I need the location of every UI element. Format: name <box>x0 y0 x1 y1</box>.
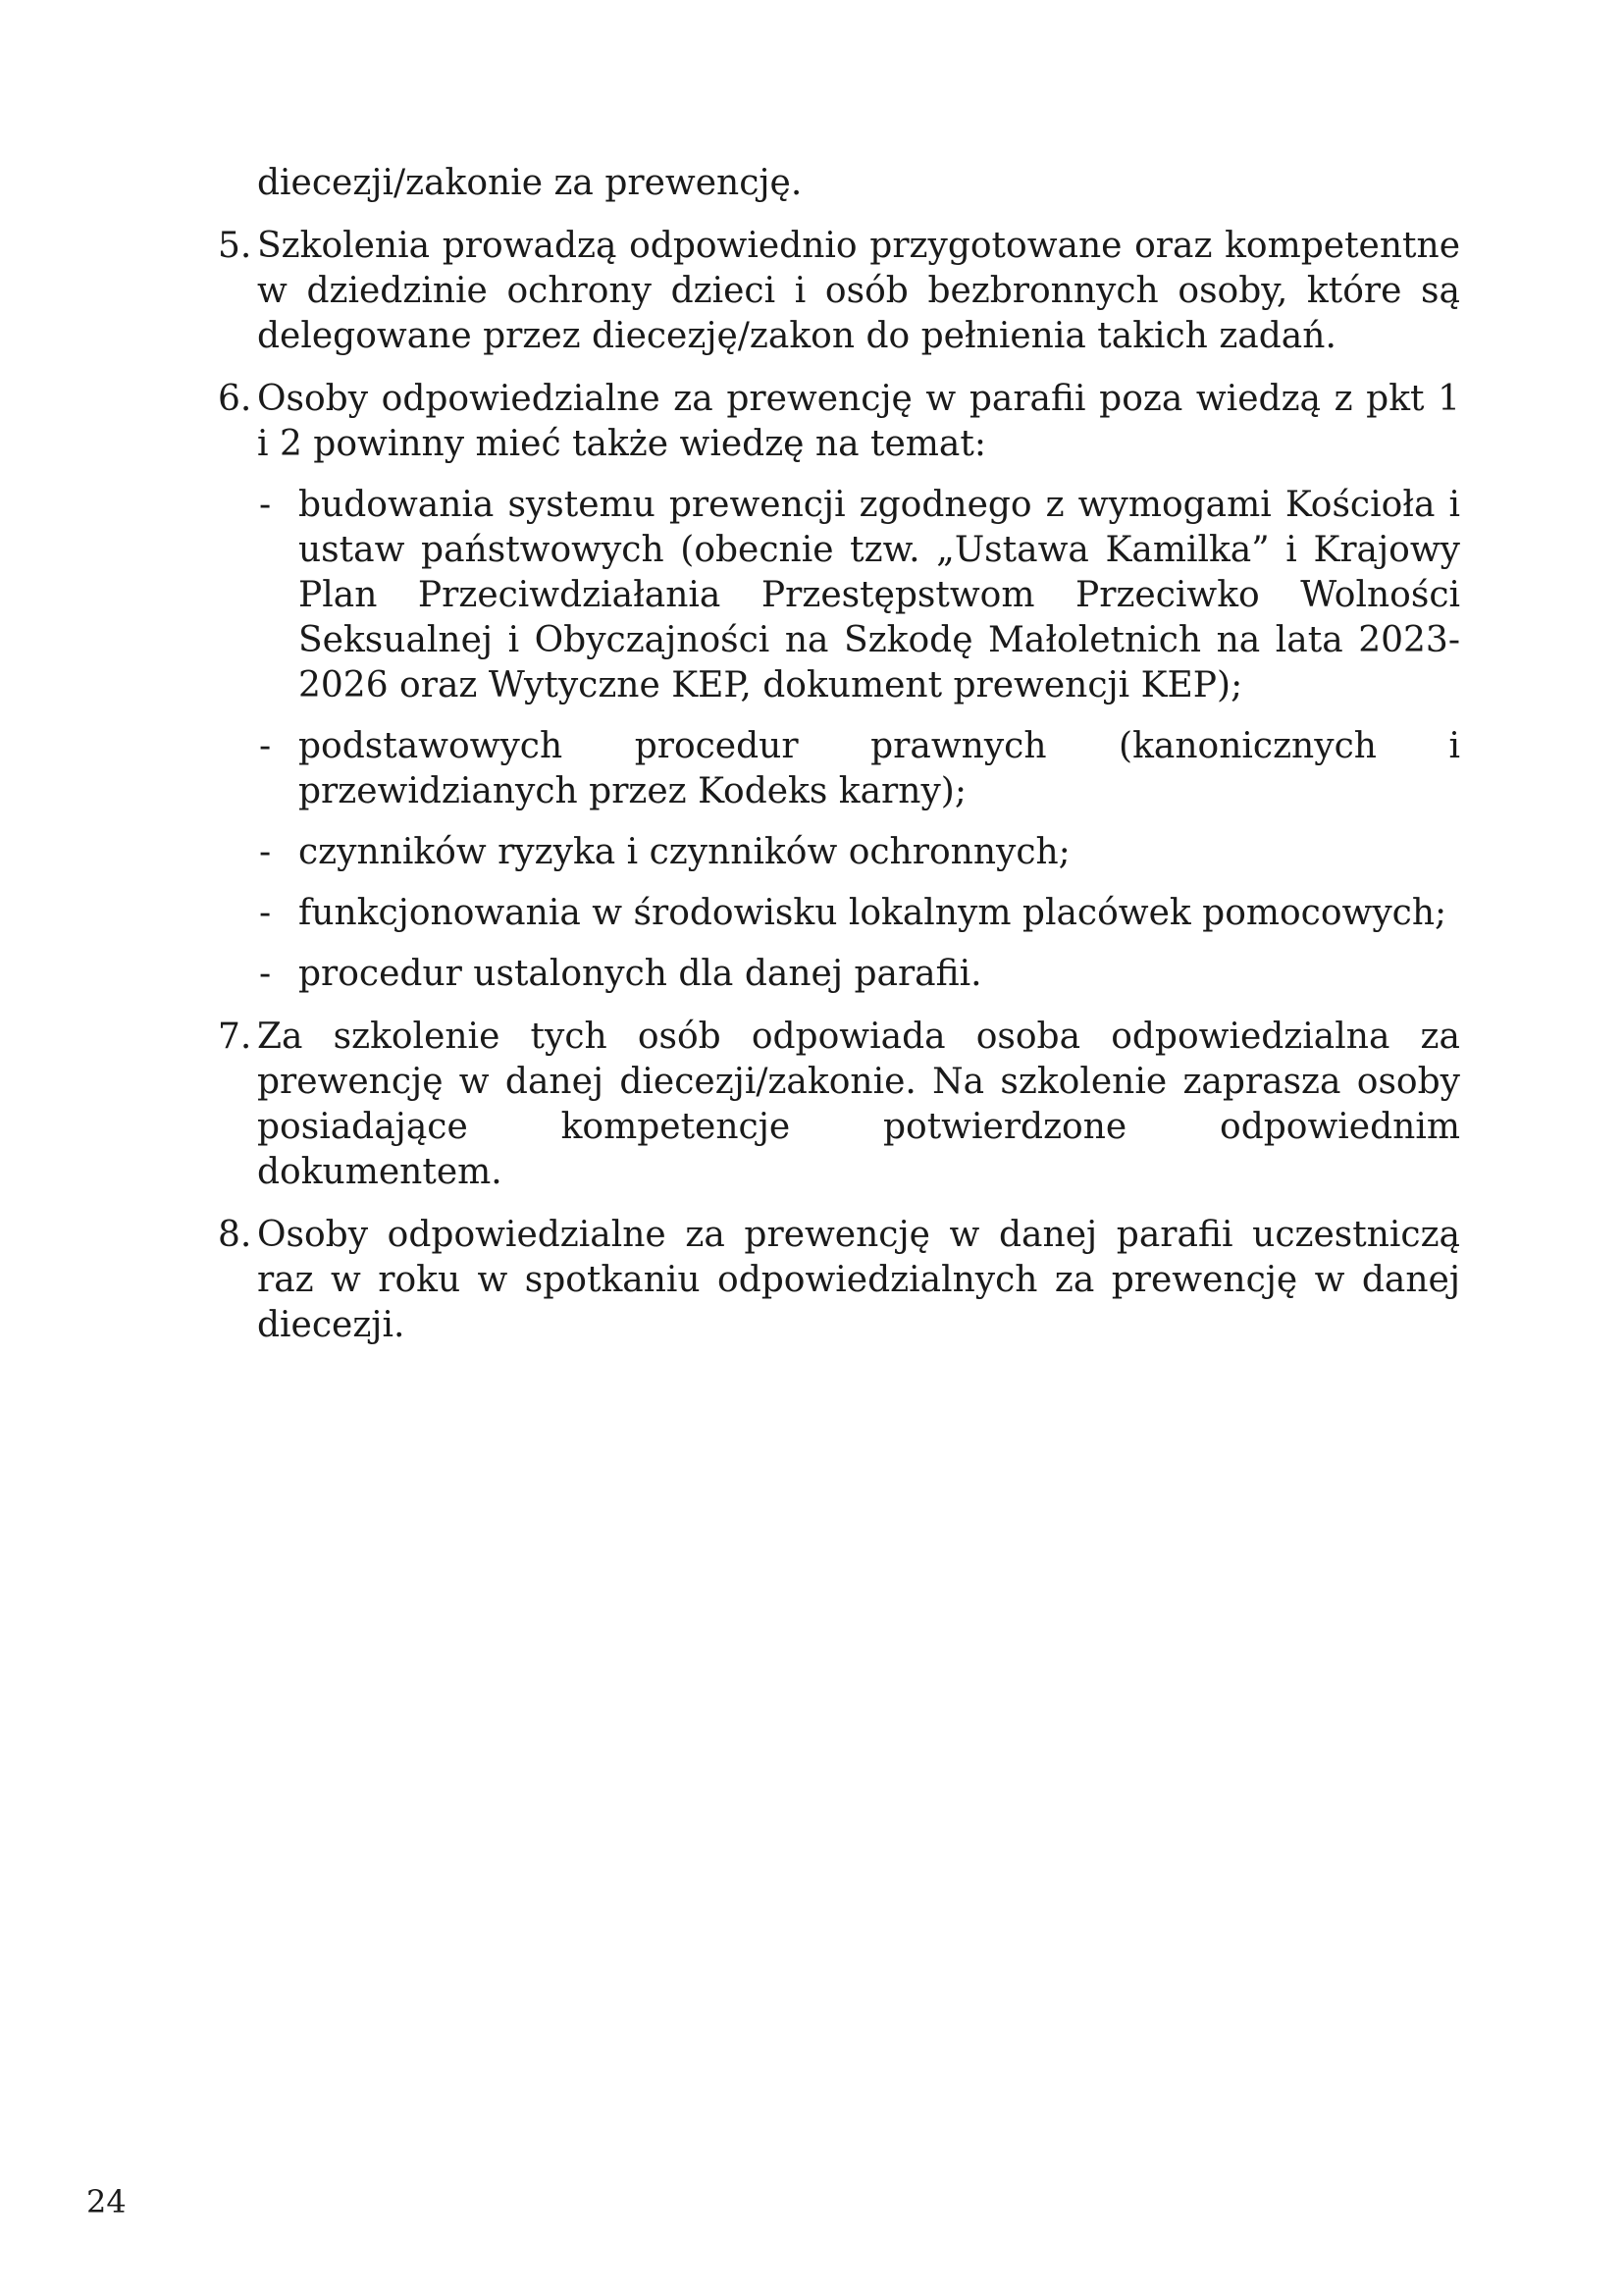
item-number: 6. <box>218 379 252 419</box>
page-content <box>218 161 1460 1348</box>
dash-bullet-icon: - <box>259 954 272 994</box>
bullet-item <box>257 952 1460 997</box>
item-text: Za szkolenie tych osób odpowiada osoba odpowiedzialna za prewencję w danej diecezji/zakonie. Na szkolenie zaprasza osoby posiadające kompetencje potwierdzone odpowiednim dokumentem. <box>257 1017 1460 1192</box>
dash-bullet-icon: - <box>259 726 272 766</box>
list-item-8 <box>218 1213 1460 1348</box>
continuation-text: diecezji/zakonie za prewencję. <box>257 163 803 203</box>
bullet-text: podstawowych procedur prawnych (kanonicznych i przewidzianych przez Kodeks karny); <box>298 726 1460 811</box>
bullet-item <box>257 483 1460 708</box>
list-item-5 <box>218 224 1460 359</box>
bullet-list <box>257 483 1460 997</box>
item-body <box>257 377 1460 997</box>
item-text: Osoby odpowiedzialne za prewencję w parafii poza wiedzą z pkt 1 i 2 powinny mieć także wiedzę na temat: <box>257 379 1460 464</box>
item-text: Szkolenia prowadzą odpowiednio przygotowane oraz kompetentne w dziedzinie ochrony dzieci i osób bezbronnych osoby, które są delegowane przez diecezję/zakon do pełnienia takich zadań. <box>257 226 1460 356</box>
page-number: 24 <box>86 2183 127 2220</box>
bullet-item <box>257 891 1460 936</box>
bullet-item <box>257 830 1460 875</box>
list-item-7 <box>218 1015 1460 1195</box>
bullet-text: funkcjonowania w środowisku lokalnym placówek pomocowych; <box>298 893 1447 933</box>
item-number: 7. <box>218 1017 252 1057</box>
item-number: 5. <box>218 226 252 266</box>
item-text: Osoby odpowiedzialne za prewencję w danej parafii uczestniczą raz w roku w spotkaniu odpowiedzialnych za prewencję w danej diecezji. <box>257 1215 1460 1345</box>
dash-bullet-icon: - <box>259 832 272 872</box>
bullet-item <box>257 724 1460 814</box>
bullet-text: budowania systemu prewencji zgodnego z wymogami Kościoła i ustaw państwowych (obecnie tzw. „Ustawa Kamilka” i Krajowy Plan Przeciwdziałania Przestępstwom Przeciwko Wolności Seksualnej i Obyczajności na Szkodę Małoletnich na lata 2023-2026 oraz Wytyczne KEP, dokument prewencji KEP); <box>298 485 1460 705</box>
dash-bullet-icon: - <box>259 893 272 933</box>
dash-bullet-icon: - <box>259 485 272 525</box>
item-number: 8. <box>218 1215 252 1255</box>
bullet-text: czynników ryzyka i czynników ochronnych; <box>298 832 1071 872</box>
bullet-text: procedur ustalonych dla danej parafii. <box>298 954 982 994</box>
list-item-6 <box>218 377 1460 997</box>
